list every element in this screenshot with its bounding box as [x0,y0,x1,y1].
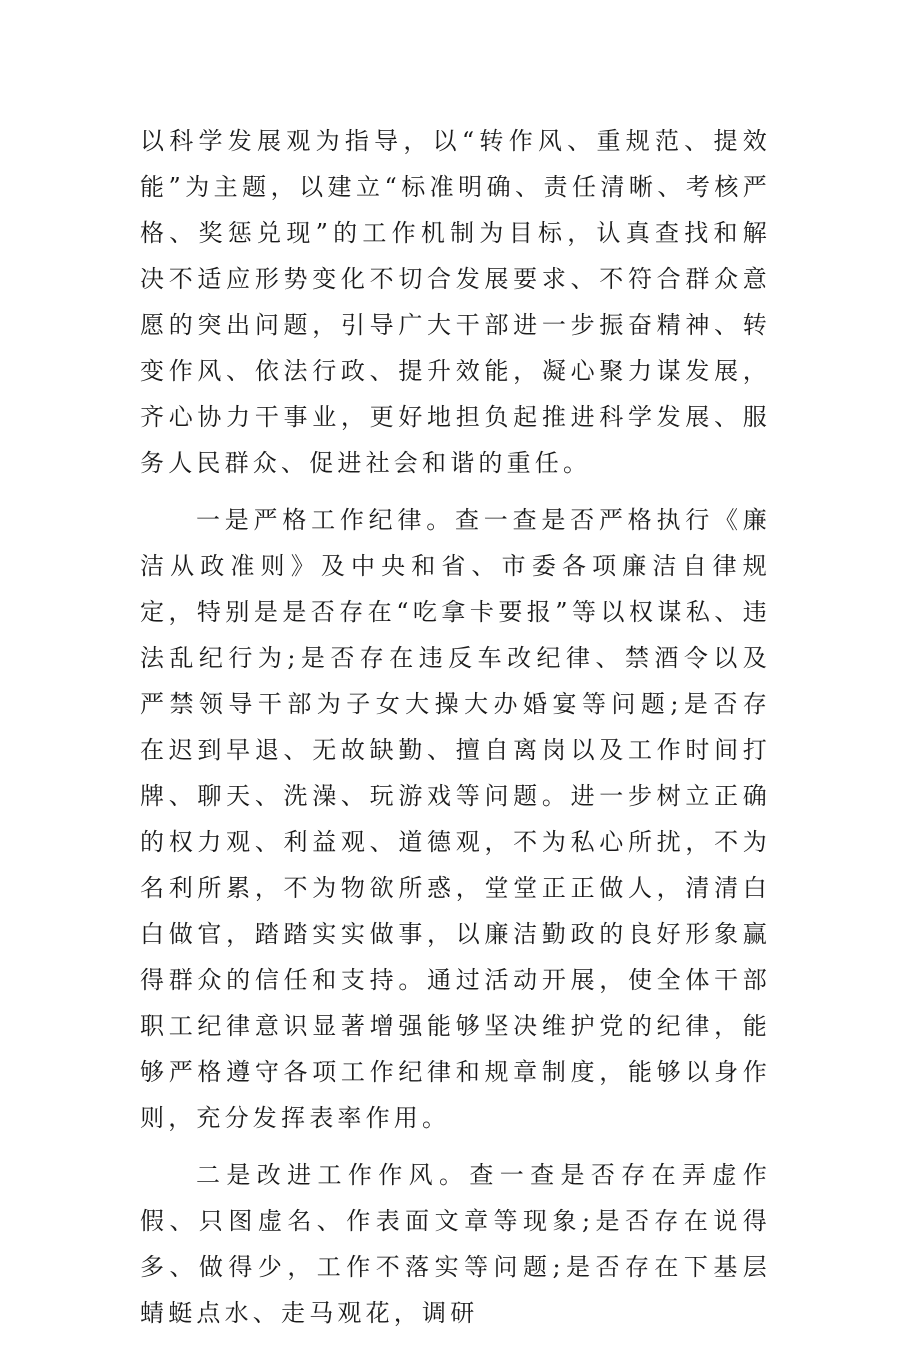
paragraph-intro: 以科学发展观为指导，以“转作风、重规范、提效能”为主题，以建立“标准明确、责任清晰、考核严格、奖惩兑现”的工作机制为目标，认真查找和解决不适应形势变化不切合发展要求、不符合群众意愿的突出问题，引导广大干部进一步振奋精神、转变作风、依法行政、提升效能，凝心聚力谋发展，齐心协力干事业，更好地担负起推进科学发展、服务人民群众、促进社会和谐的重任。 [140,127,771,477]
paragraph-work-discipline: 一是严格工作纪律。查一查是否严格执行《廉洁从政准则》及中央和省、市委各项廉洁自律规定，特别是是否存在“吃拿卡要报”等以权谋私、违法乱纪行为;是否存在违反车改纪律、禁酒令以及严禁领导干部为子女大操大办婚宴等问题;是否存在迟到早退、无故缺勤、擅自离岗以及工作时间打牌、聊天、洗澡、玩游戏等问题。进一步树立正确的权力观、利益观、道德观，不为私心所扰，不为名利所累，不为物欲所惑，堂堂正正做人，清清白白做官，踏踏实实做事，以廉洁勤政的良好形象赢得群众的信任和支持。通过活动开展，使全体干部职工纪律意识显著增强能够坚决维护党的纪律，能够严格遵守各项工作纪律和规章制度，能够以身作则，充分发挥表率作用。 [140,506,771,1132]
paragraph-work-style: 二是改进工作作风。查一查是否存在弄虚作假、只图虚名、作表面文章等现象;是否存在说得多、做得少，工作不落实等问题;是否存在下基层蜻蜓点水、走马观花，调研 [140,1161,771,1327]
document-body [140,118,771,1347]
